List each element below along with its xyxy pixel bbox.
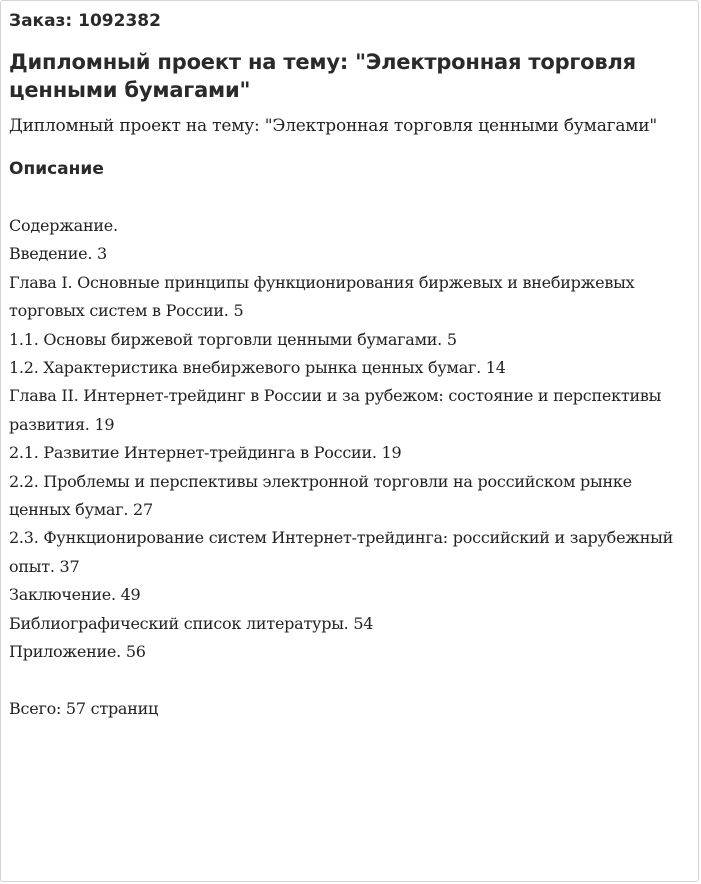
toc-item: Глава I. Основные принципы функционирования биржевых и внебиржевых торговых систем в России. 5 [9, 272, 635, 321]
toc-item: 1.2. Характеристика внебиржевого рынка ценных бумаг. 14 [9, 358, 506, 378]
toc-item: Библиографический список литературы. 54 [9, 613, 374, 633]
page-subtitle: Дипломный проект на тему: "Электронная торговля ценными бумагами" [9, 116, 658, 136]
order-number: Заказ: 1092382 [9, 11, 161, 31]
toc-item: Глава II. Интернет-трейдинг в России и за рубежом: состояние и перспективы развития. 19 [9, 386, 662, 434]
toc-item: Приложение. 56 [9, 642, 146, 662]
toc-item: 2.2. Проблемы и перспективы электронной торговли на российском рынке ценных бумаг. 27 [9, 471, 632, 520]
table-of-contents [9, 212, 689, 667]
toc-item: Содержание. [9, 216, 118, 235]
page-count: Всего: 57 страниц [9, 698, 159, 718]
description-heading: Описание [9, 159, 104, 179]
toc-item: Заключение. 49 [9, 585, 141, 605]
toc-item: Введение. 3 [9, 244, 107, 264]
toc-item: 2.1. Развитие Интернет-трейдинга в России. 19 [9, 443, 402, 463]
toc-item: 1.1. Основы биржевой торговли ценными бумагами. 5 [9, 329, 457, 349]
page-title: Дипломный проект на тему: "Электронная торговля ценными бумагами" [9, 50, 636, 102]
toc-item: 2.3. Функционирование систем Интернет-трейдинга: российский и зарубежный опыт. 37 [9, 528, 674, 576]
document-content [9, 8, 689, 723]
